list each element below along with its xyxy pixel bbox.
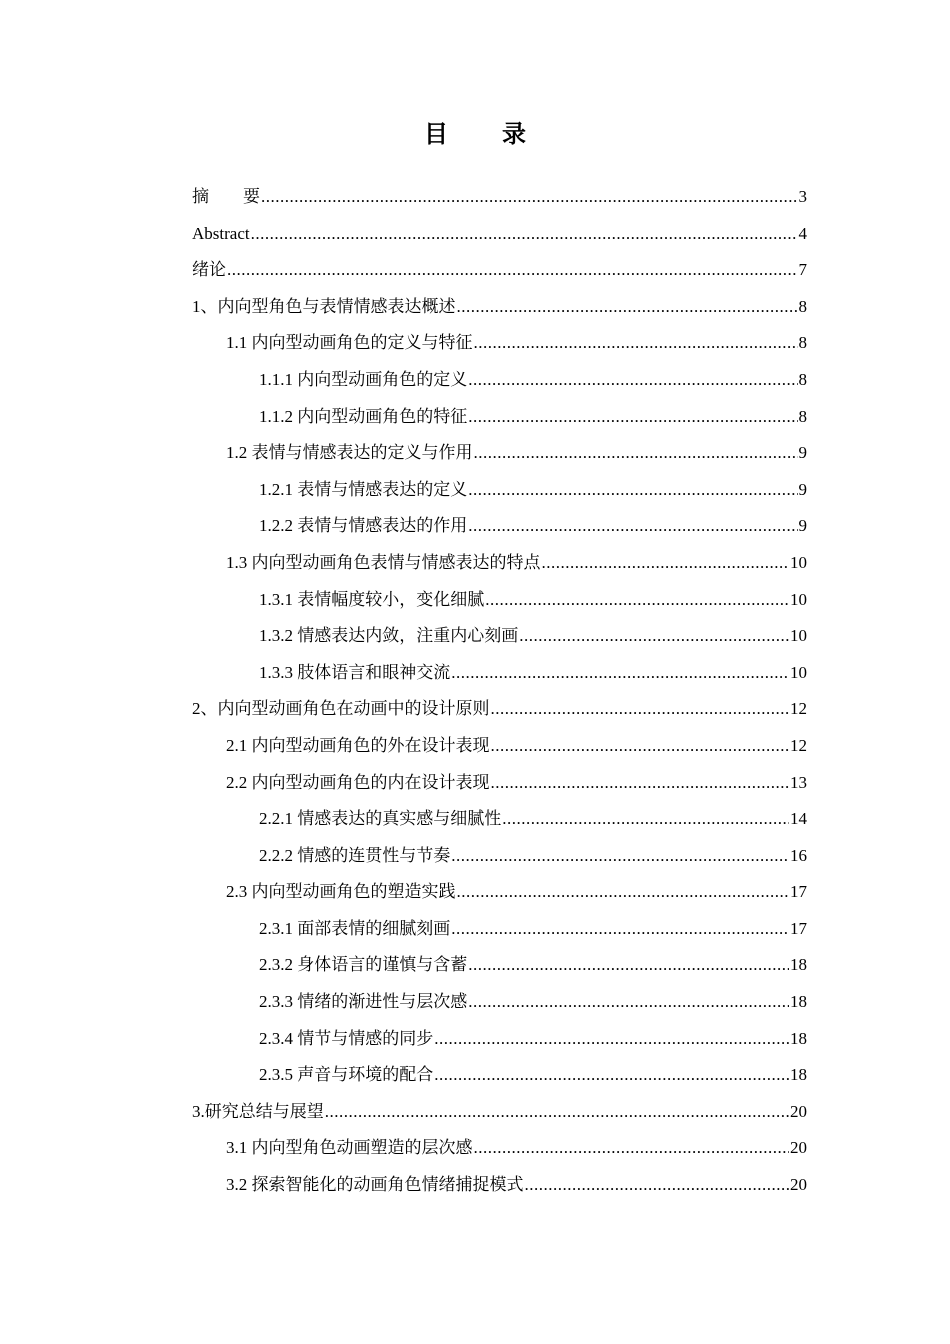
toc-leader-dots xyxy=(468,476,797,504)
toc-page-number: 10 xyxy=(790,552,807,572)
toc-entry[interactable] xyxy=(192,878,807,915)
toc-entry[interactable] xyxy=(192,329,807,366)
toc-entry[interactable] xyxy=(192,1061,807,1098)
toc-leader-dots xyxy=(474,1134,790,1162)
toc-entry[interactable] xyxy=(192,476,807,513)
toc-entry-label: 1.1.2 内向型动画角色的特征 xyxy=(259,406,468,426)
toc-entry-label: 1.1.1 内向型动画角色的定义 xyxy=(259,369,468,389)
toc-page-number: 17 xyxy=(790,918,807,938)
toc-leader-dots xyxy=(451,842,789,870)
toc-page-number: 13 xyxy=(790,772,807,792)
toc-entry[interactable] xyxy=(192,183,807,220)
toc-page-number: 18 xyxy=(790,1028,807,1048)
toc-entry-label: 1.3 内向型动画角色表情与情感表达的特点 xyxy=(226,552,541,572)
toc-entry[interactable] xyxy=(192,439,807,476)
toc-entry-label: 2.3 内向型动画角色的塑造实践 xyxy=(226,882,456,902)
toc-leader-dots xyxy=(468,951,789,979)
toc-page-number: 4 xyxy=(798,223,807,243)
toc-entry-label: 3.1 内向型角色动画塑造的层次感 xyxy=(226,1138,473,1158)
toc-entry[interactable] xyxy=(192,256,807,293)
toc-entry-label: 2.2 内向型动画角色的内在设计表现 xyxy=(226,772,490,792)
toc-page-number: 20 xyxy=(790,1175,807,1195)
toc-entry-label: 2.3.5 声音与环境的配合 xyxy=(259,1065,434,1085)
toc-page-number: 9 xyxy=(798,443,807,463)
toc-leader-dots xyxy=(325,1098,789,1126)
toc-leader-dots xyxy=(251,220,798,248)
toc-entry[interactable] xyxy=(192,951,807,988)
toc-leader-dots xyxy=(457,878,790,906)
toc-page-number: 16 xyxy=(790,845,807,865)
toc-leader-dots xyxy=(434,1061,789,1089)
toc-leader-dots xyxy=(227,256,798,284)
table-of-contents xyxy=(192,183,807,1208)
toc-page-number: 9 xyxy=(798,516,807,536)
toc-entry-label: 2.3.4 情节与情感的同步 xyxy=(259,1028,434,1048)
toc-entry-label: Abstract xyxy=(192,223,250,243)
toc-leader-dots xyxy=(261,183,798,211)
toc-entry[interactable] xyxy=(192,988,807,1025)
toc-entry-label: 1.3.3 肢体语言和眼神交流 xyxy=(259,662,451,682)
toc-leader-dots xyxy=(485,586,789,614)
toc-entry[interactable] xyxy=(192,220,807,257)
toc-entry-label: 1.3.1 表情幅度较小，变化细腻 xyxy=(259,589,485,609)
toc-page-number: 8 xyxy=(798,369,807,389)
toc-entry-label: 绪论 xyxy=(192,260,226,280)
toc-leader-dots xyxy=(525,1171,790,1199)
toc-leader-dots xyxy=(434,1025,789,1053)
toc-page-number: 20 xyxy=(790,1101,807,1121)
toc-page-number: 8 xyxy=(798,406,807,426)
toc-entry[interactable] xyxy=(192,805,807,842)
toc-entry-label: 2.3.1 面部表情的细腻刻画 xyxy=(259,918,451,938)
toc-leader-dots xyxy=(491,769,790,797)
toc-entry-label: 2.3.3 情绪的渐进性与层次感 xyxy=(259,992,468,1012)
toc-entry-label: 2.1 内向型动画角色的外在设计表现 xyxy=(226,735,490,755)
toc-page-number: 18 xyxy=(790,1065,807,1085)
toc-page-number: 17 xyxy=(790,882,807,902)
toc-leader-dots xyxy=(468,988,789,1016)
toc-entry[interactable] xyxy=(192,549,807,586)
toc-entry[interactable] xyxy=(192,1098,807,1135)
toc-entry-label: 2.2.2 情感的连贯性与节奏 xyxy=(259,845,451,865)
toc-entry[interactable] xyxy=(192,403,807,440)
toc-entry-label: 2、内向型动画角色在动画中的设计原则 xyxy=(192,699,490,719)
toc-leader-dots xyxy=(474,439,798,467)
toc-entry[interactable] xyxy=(192,659,807,696)
toc-leader-dots xyxy=(519,622,789,650)
toc-entry-label: 1.2 表情与情感表达的定义与作用 xyxy=(226,443,473,463)
toc-entry[interactable] xyxy=(192,1134,807,1171)
toc-entry[interactable] xyxy=(192,769,807,806)
toc-page-number: 10 xyxy=(790,662,807,682)
toc-entry-label: 摘 要 xyxy=(192,187,260,206)
toc-page-number: 3 xyxy=(798,187,807,206)
toc-entry-label: 1.3.2 情感表达内敛，注重内心刻画 xyxy=(259,626,519,646)
toc-entry[interactable] xyxy=(192,695,807,732)
toc-page-number: 18 xyxy=(790,992,807,1012)
toc-page-number: 12 xyxy=(790,699,807,719)
toc-entry[interactable] xyxy=(192,366,807,403)
toc-page-number: 10 xyxy=(790,626,807,646)
toc-leader-dots xyxy=(474,329,798,357)
toc-entry[interactable] xyxy=(192,293,807,330)
toc-leader-dots xyxy=(491,695,790,723)
toc-entry[interactable] xyxy=(192,842,807,879)
toc-page-number: 20 xyxy=(790,1138,807,1158)
toc-entry[interactable] xyxy=(192,1025,807,1062)
toc-entry-label: 2.3.2 身体语言的谨慎与含蓄 xyxy=(259,955,468,975)
toc-leader-dots xyxy=(451,915,789,943)
title-char: 录 xyxy=(502,120,526,148)
toc-page-number: 12 xyxy=(790,735,807,755)
toc-leader-dots xyxy=(451,659,789,687)
toc-leader-dots xyxy=(542,549,790,577)
toc-entry-label: 2.2.1 情感表达的真实感与细腻性 xyxy=(259,809,502,829)
toc-entry-label: 1.2.1 表情与情感表达的定义 xyxy=(259,479,468,499)
toc-entry[interactable] xyxy=(192,512,807,549)
toc-page-number: 14 xyxy=(790,809,807,829)
toc-entry-label: 1、内向型角色与表情情感表达概述 xyxy=(192,296,456,316)
toc-page-number: 8 xyxy=(798,333,807,353)
toc-page-number: 10 xyxy=(790,589,807,609)
toc-page-number: 7 xyxy=(798,260,807,280)
toc-page-number: 18 xyxy=(790,955,807,975)
toc-leader-dots xyxy=(457,293,798,321)
title-char: 目 xyxy=(424,120,448,148)
toc-leader-dots xyxy=(502,805,789,833)
toc-entry-label: 3.2 探索智能化的动画角色情绪捕捉模式 xyxy=(226,1175,524,1195)
toc-page-number: 8 xyxy=(798,296,807,316)
toc-entry[interactable] xyxy=(192,915,807,952)
toc-entry[interactable] xyxy=(192,732,807,769)
toc-entry-label: 3.研究总结与展望 xyxy=(192,1101,324,1121)
toc-entry-label: 1.1 内向型动画角色的定义与特征 xyxy=(226,333,473,353)
toc-leader-dots xyxy=(468,512,797,540)
toc-entry[interactable] xyxy=(192,586,807,623)
toc-entry[interactable] xyxy=(192,622,807,659)
toc-leader-dots xyxy=(468,403,797,431)
toc-leader-dots xyxy=(491,732,790,760)
toc-page-number: 9 xyxy=(798,479,807,499)
page-title xyxy=(0,114,950,149)
toc-leader-dots xyxy=(468,366,797,394)
toc-entry-label: 1.2.2 表情与情感表达的作用 xyxy=(259,516,468,536)
toc-entry[interactable] xyxy=(192,1171,807,1208)
